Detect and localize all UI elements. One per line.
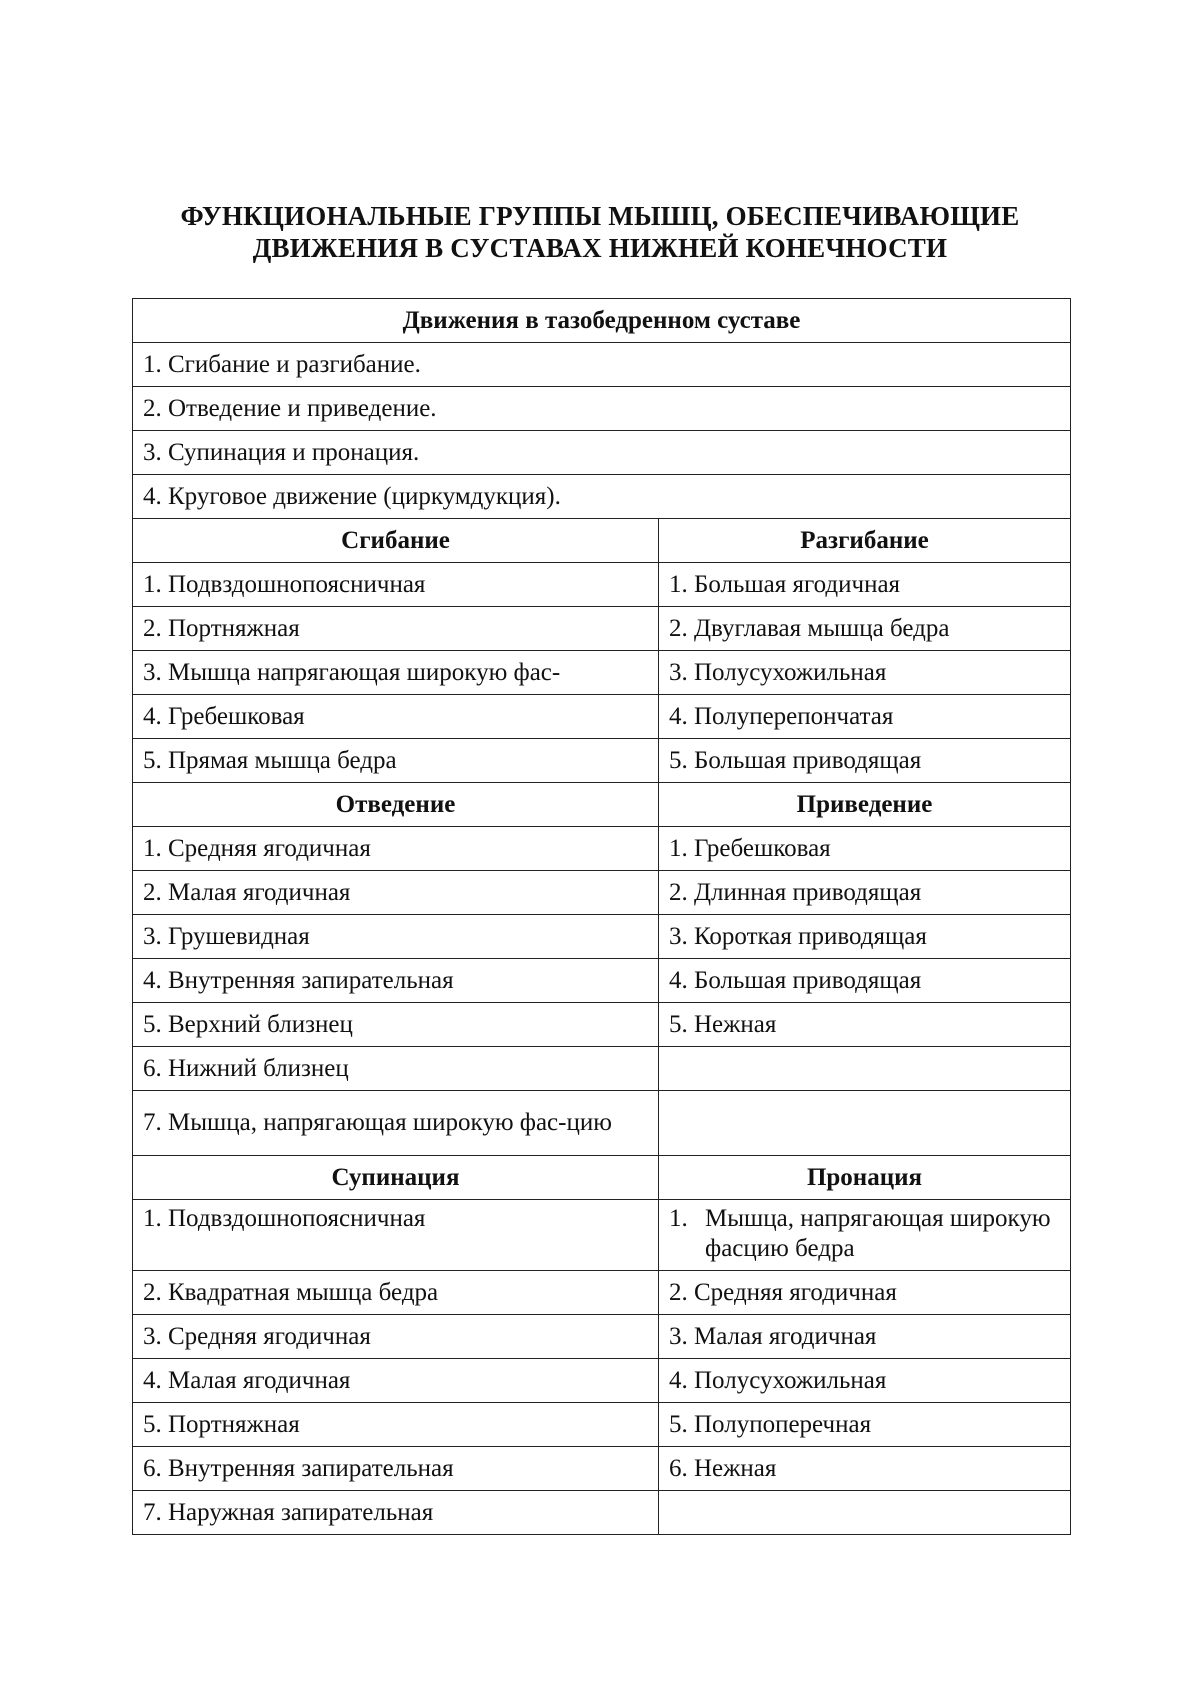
supination-muscle: 4. Малая ягодичная	[133, 1359, 659, 1403]
section-header-extension: Разгибание	[659, 519, 1071, 563]
table-row	[133, 607, 1071, 651]
table-row	[133, 959, 1071, 1003]
table-row	[133, 827, 1071, 871]
pronation-item-number: 1.	[669, 1205, 688, 1232]
pronation-muscle: 5. Полупоперечная	[659, 1403, 1071, 1447]
supination-muscle: 6. Внутренняя запирательная	[133, 1447, 659, 1491]
table-row	[133, 695, 1071, 739]
table-row	[133, 431, 1071, 475]
pronation-muscle	[659, 1200, 1071, 1271]
movement-item: 2. Отведение и приведение.	[133, 387, 1071, 431]
abduction-muscle: 2. Малая ягодичная	[133, 871, 659, 915]
pronation-muscle-hanging-item	[669, 1204, 1060, 1264]
table-row	[133, 563, 1071, 607]
table-row	[133, 1156, 1071, 1200]
extension-muscle: 2. Двуглавая мышца бедра	[659, 607, 1071, 651]
movement-item: 4. Круговое движение (циркумдукция).	[133, 475, 1071, 519]
table-row	[133, 651, 1071, 695]
abduction-muscle: 5. Верхний близнец	[133, 1003, 659, 1047]
table-row	[133, 1315, 1071, 1359]
table-heading: Движения в тазобедренном суставе	[133, 299, 1071, 343]
movement-item: 3. Супинация и пронация.	[133, 431, 1071, 475]
title-line-1: ФУНКЦИОНАЛЬНЫЕ ГРУППЫ МЫШЦ, ОБЕСПЕЧИВАЮЩИЕ	[180, 201, 1020, 231]
table-row	[133, 299, 1071, 343]
flexion-muscle: 1. Подвздошнопоясничная	[133, 563, 659, 607]
section-header-adduction: Приведение	[659, 783, 1071, 827]
title-line-2: ДВИЖЕНИЯ В СУСТАВАХ НИЖНЕЙ КОНЕЧНОСТИ	[252, 233, 948, 263]
adduction-muscle: 1. Гребешковая	[659, 827, 1071, 871]
section-header-abduction: Отведение	[133, 783, 659, 827]
table-row	[133, 1447, 1071, 1491]
adduction-muscle: 5. Нежная	[659, 1003, 1071, 1047]
pronation-muscle: 4. Полусухожильная	[659, 1359, 1071, 1403]
table-row	[133, 783, 1071, 827]
flexion-muscle: 5. Прямая мышца бедра	[133, 739, 659, 783]
supination-muscle: 5. Портняжная	[133, 1403, 659, 1447]
adduction-muscle: 3. Короткая приводящая	[659, 915, 1071, 959]
section-header-pronation: Пронация	[659, 1156, 1071, 1200]
abduction-muscle: 3. Грушевидная	[133, 915, 659, 959]
pronation-muscle: 6. Нежная	[659, 1447, 1071, 1491]
movement-item: 1. Сгибание и разгибание.	[133, 343, 1071, 387]
table-row	[133, 871, 1071, 915]
table-row	[133, 1200, 1071, 1271]
flexion-muscle: 2. Портняжная	[133, 607, 659, 651]
table-row	[133, 1047, 1071, 1091]
table-row	[133, 1091, 1071, 1156]
abduction-muscle: 7. Мышца, напрягающая широкую фас-цию	[133, 1091, 659, 1156]
adduction-muscle: 2. Длинная приводящая	[659, 871, 1071, 915]
adduction-muscle	[659, 1091, 1071, 1156]
pronation-item-text: Мышца, напрягающая широкую фасцию бедра	[705, 1205, 1051, 1262]
pronation-muscle	[659, 1491, 1071, 1535]
pronation-muscle: 3. Малая ягодичная	[659, 1315, 1071, 1359]
abduction-muscle: 6. Нижний близнец	[133, 1047, 659, 1091]
table-row	[133, 1003, 1071, 1047]
extension-muscle: 4. Полуперепончатая	[659, 695, 1071, 739]
supination-muscle: 2. Квадратная мышца бедра	[133, 1271, 659, 1315]
section-header-supination: Супинация	[133, 1156, 659, 1200]
table-row	[133, 1491, 1071, 1535]
supination-muscle: 7. Наружная запирательная	[133, 1491, 659, 1535]
supination-muscle: 3. Средняя ягодичная	[133, 1315, 659, 1359]
table-row	[133, 475, 1071, 519]
table-row	[133, 519, 1071, 563]
document-title	[0, 200, 1200, 264]
flexion-muscle: 3. Мышца напрягающая широкую фас-	[133, 651, 659, 695]
section-header-flexion: Сгибание	[133, 519, 659, 563]
muscle-groups-table	[132, 298, 1071, 1535]
table-row	[133, 343, 1071, 387]
table-row	[133, 915, 1071, 959]
table-row	[133, 1271, 1071, 1315]
adduction-muscle	[659, 1047, 1071, 1091]
pronation-muscle: 2. Средняя ягодичная	[659, 1271, 1071, 1315]
adduction-muscle: 4. Большая приводящая	[659, 959, 1071, 1003]
table-row	[133, 387, 1071, 431]
abduction-muscle: 1. Средняя ягодичная	[133, 827, 659, 871]
extension-muscle: 3. Полусухожильная	[659, 651, 1071, 695]
extension-muscle: 5. Большая приводящая	[659, 739, 1071, 783]
abduction-muscle: 4. Внутренняя запирательная	[133, 959, 659, 1003]
table-row	[133, 1403, 1071, 1447]
table-row	[133, 739, 1071, 783]
extension-muscle: 1. Большая ягодичная	[659, 563, 1071, 607]
flexion-muscle: 4. Гребешковая	[133, 695, 659, 739]
table-row	[133, 1359, 1071, 1403]
supination-muscle: 1. Подвздошнопоясничная	[133, 1200, 659, 1271]
